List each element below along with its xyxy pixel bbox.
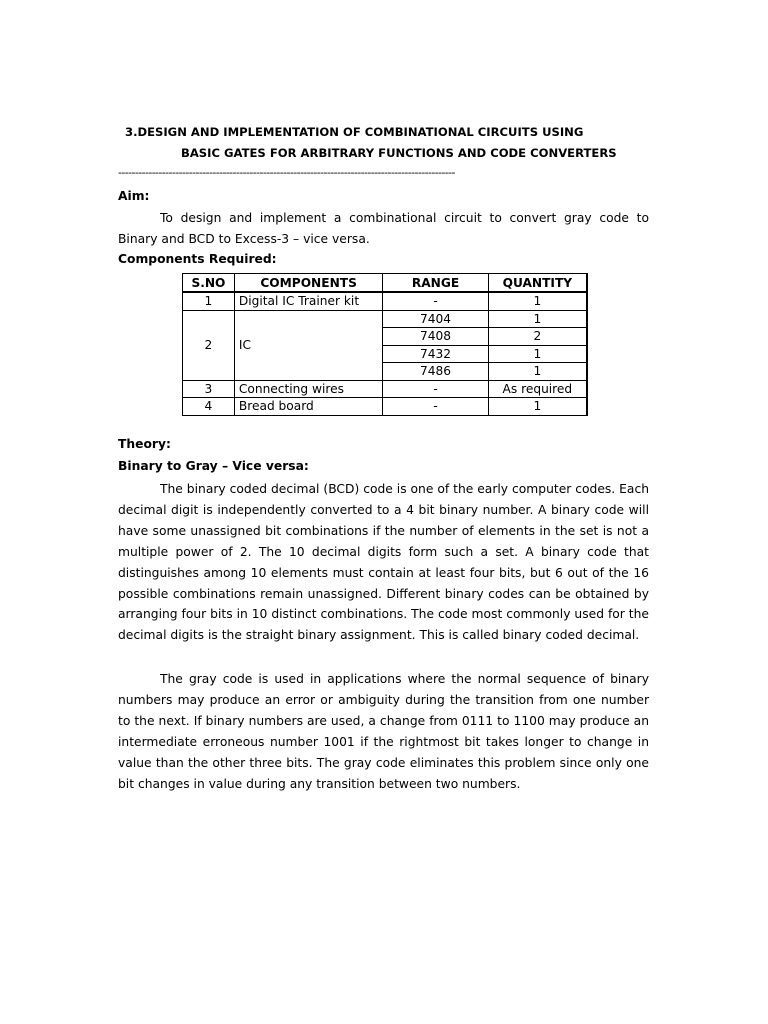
cell-component: Connecting wires [234,380,382,398]
cell-quantity: 1 [488,310,587,328]
cell-range: - [383,292,488,310]
cell-range: 7486 [383,363,488,381]
cell-range: 7408 [383,328,488,346]
paragraph-gray: The gray code is used in applications where the normal sequence of binary numbers may produce an error or ambiguity during the transition from one number to the next. If binary numbers are used, a change from 0111 to 1100 may produce an intermediate erroneous number 1001 if the rightmost bit takes longer to change in value than the other three bits. The gray code eliminates this problem since only one bit changes in value during any transition between two numbers. [118,672,649,791]
cell-range: 7432 [383,345,488,363]
table-row [183,292,588,310]
cell-range: - [383,398,488,416]
binary-gray-heading: Binary to Gray – Vice versa: [118,459,309,473]
cell-quantity: 1 [488,345,587,363]
cell-quantity: As required [488,380,587,398]
table-row [183,380,588,398]
cell-sno: 4 [183,398,235,416]
title-line-2: BASIC GATES FOR ARBITRARY FUNCTIONS AND CODE CONVERTERS [181,146,617,160]
table-header-row [183,274,588,293]
components-table [182,273,588,416]
cell-sno: 1 [183,292,235,310]
table-row [183,310,588,328]
cell-range: - [383,380,488,398]
cell-component: Bread board [234,398,382,416]
cell-component: IC [234,310,382,380]
theory-heading: Theory: [118,437,171,451]
header-quantity: QUANTITY [488,274,587,293]
title-line-1: 3.DESIGN AND IMPLEMENTATION OF COMBINATIONAL CIRCUITS USING [125,125,584,139]
cell-range: 7404 [383,310,488,328]
cell-sno: 3 [183,380,235,398]
components-heading: Components Required: [118,252,277,266]
cell-sno: 2 [183,310,235,380]
cell-component: Digital IC Trainer kit [234,292,382,310]
header-sno: S.NO [183,274,235,293]
cell-quantity: 2 [488,328,587,346]
header-range: RANGE [383,274,488,293]
divider-line: ---------------------------------------------------------------------------------------------------- [118,166,455,179]
aim-heading: Aim: [118,189,150,203]
table-row [183,398,588,416]
header-components: COMPONENTS [234,274,382,293]
paragraph-bcd: The binary coded decimal (BCD) code is one of the early computer codes. Each decimal digit is independently converted to a 4 bit binary number. A binary code will have some unassigned bit combinations if the number of elements in the set is not a multiple power of 2. The 10 decimal digits form such a set. A binary code that distinguishes among 10 elements must contain at least four bits, but 6 out of the 16 possible combinations remain unassigned. Different binary codes can be obtained by arranging four bits in 10 distinct combinations. The code most commonly used for the decimal digits is the straight binary assignment. This is called binary coded decimal. [118,482,649,643]
cell-quantity: 1 [488,292,587,310]
aim-text: To design and implement a combinational circuit to convert gray code to Binary and BCD to Excess-3 – vice versa. [118,211,649,246]
cell-quantity: 1 [488,363,587,381]
cell-quantity: 1 [488,398,587,416]
